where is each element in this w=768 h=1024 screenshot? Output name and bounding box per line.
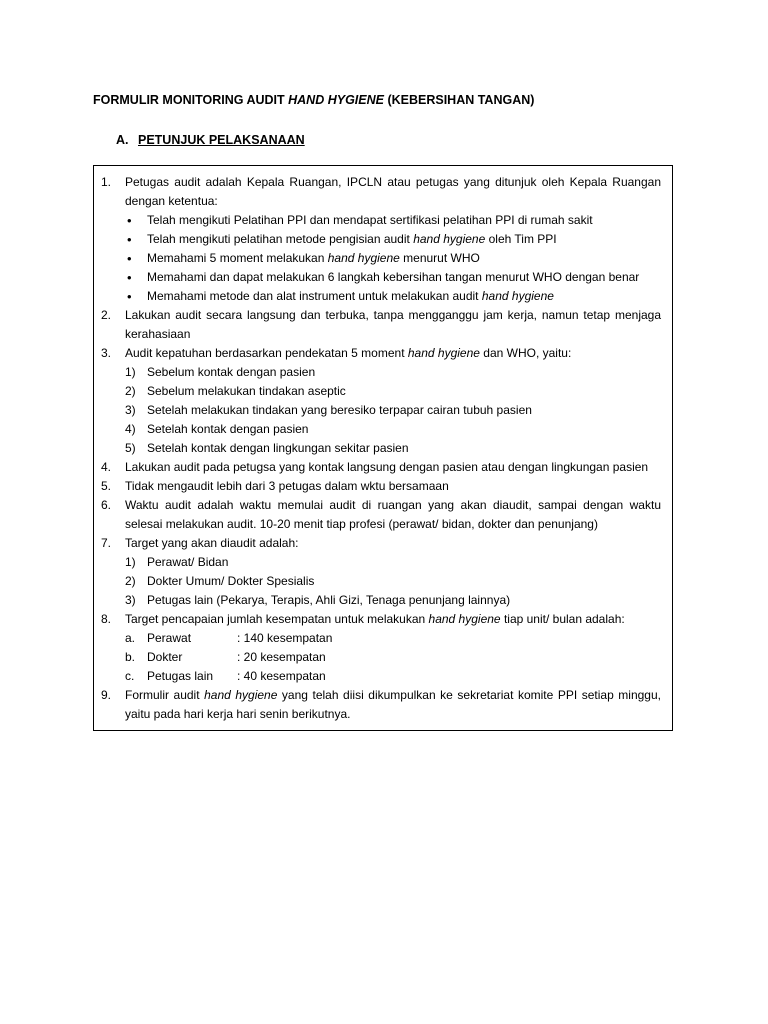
instructions-list: [94, 173, 672, 724]
bullet-item: • Memahami dan dapat melakukan 6 langkah kebersihan tangan menurut WHO dengan benar: [127, 270, 640, 285]
sub-item: 3) Setelah melakukan tindakan yang beresiko terpapar cairan tubuh pasien: [125, 403, 532, 417]
bullet-icon: •: [127, 232, 132, 247]
instructions-box: [93, 165, 673, 731]
bullet-item: • Telah mengikuti Pelatihan PPI dan mendapat sertifikasi pelatihan PPI di rumah sakit: [127, 213, 593, 228]
list-item: [94, 477, 672, 496]
list-item: [94, 306, 672, 344]
bullet-icon: •: [127, 213, 132, 228]
item-number: 7.: [101, 536, 112, 550]
item-text: Target pencapaian jumlah kesempatan untuk melakukan hand hygiene tiap unit/ bulan adalah:: [125, 612, 625, 626]
bullet-icon: •: [127, 251, 132, 266]
item-text: Waktu audit adalah waktu memulai audit di ruangan yang akan diaudit, sampai dengan waktu selesai melakukan audit. 10-20 menit tiap profesi (perawat/ bidan, dokter dan penunjang): [125, 498, 661, 531]
item-text: Petugas audit adalah Kepala Ruangan, IPCLN atau petugas yang ditunjuk oleh Kepala Ruangan dengan ketentua:: [125, 175, 661, 208]
list-item: [94, 173, 672, 211]
section-heading: [116, 133, 305, 147]
bullet-item: • Memahami 5 moment melakukan hand hygiene menurut WHO: [127, 251, 480, 266]
item-text: Audit kepatuhan berdasarkan pendekatan 5 moment hand hygiene dan WHO, yaitu:: [125, 346, 572, 360]
list-item: [94, 458, 672, 477]
item-number: 1.: [101, 175, 112, 189]
sub-item: 2) Dokter Umum/ Dokter Spesialis: [125, 574, 315, 588]
item-text: Target yang akan diaudit adalah:: [125, 536, 299, 550]
section-letter: A.: [116, 133, 129, 147]
sub-item: 4) Setelah kontak dengan pasien: [125, 422, 309, 436]
sub-item: 2) Sebelum melakukan tindakan aseptic: [125, 384, 346, 398]
item-number: 5.: [101, 479, 112, 493]
item-number: 8.: [101, 612, 112, 626]
form-title: FORMULIR MONITORING AUDIT HAND HYGIENE (KEBERSIHAN TANGAN): [93, 93, 535, 107]
bullet-item: • Telah mengikuti pelatihan metode pengisian audit hand hygiene oleh Tim PPI: [127, 232, 557, 247]
bullet-item: • Memahami metode dan alat instrument untuk melakukan audit hand hygiene: [127, 289, 554, 304]
bullet-icon: •: [127, 270, 132, 285]
sub-item: 1) Perawat/ Bidan: [125, 555, 229, 569]
list-item: [94, 686, 672, 724]
item-number: 4.: [101, 460, 112, 474]
list-item: [94, 534, 672, 553]
item-text: Lakukan audit pada petugsa yang kontak langsung dengan pasien atau dengan lingkungan pasien: [125, 460, 649, 474]
item-text: Lakukan audit secara langsung dan terbuka, tanpa mengganggu jam kerja, namun tetap menjaga kerahasiaan: [125, 308, 661, 341]
sub-item: 1) Sebelum kontak dengan pasien: [125, 365, 316, 379]
sub-item: 5) Setelah kontak dengan lingkungan sekitar pasien: [125, 441, 409, 455]
sub-item: 3) Petugas lain (Pekarya, Terapis, Ahli Gizi, Tenaga penunjang lainnya): [125, 593, 511, 607]
list-item: [94, 496, 672, 534]
section-title: PETUNJUK PELAKSANAAN: [138, 133, 305, 147]
item-number: 6.: [101, 498, 112, 512]
bullet-icon: •: [127, 289, 132, 304]
target-row: c. Petugas lain : 40 kesempatan: [125, 669, 326, 683]
list-item: [94, 344, 672, 363]
item-number: 2.: [101, 308, 112, 322]
list-item: [94, 610, 672, 629]
item-number: 9.: [101, 688, 112, 702]
item-text: Tidak mengaudit lebih dari 3 petugas dalam wktu bersamaan: [125, 479, 449, 493]
target-row: a. Perawat : 140 kesempatan: [125, 631, 333, 645]
item-number: 3.: [101, 346, 112, 360]
item-text: Formulir audit hand hygiene yang telah diisi dikumpulkan ke sekretariat komite PPI setiap minggu, yaitu pada hari kerja hari senin berikutnya.: [125, 688, 661, 721]
target-row: b. Dokter : 20 kesempatan: [125, 650, 326, 664]
